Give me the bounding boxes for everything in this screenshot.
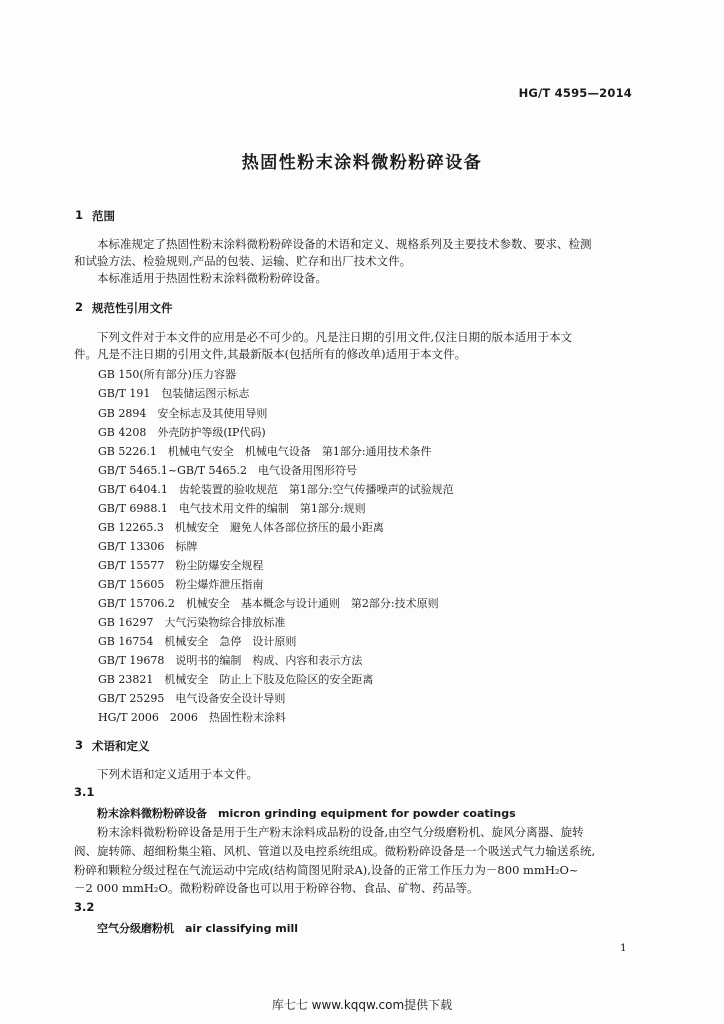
section-1-heading <box>0 208 724 224</box>
section-number: 1 <box>75 208 84 222</box>
definition-line: 粉末涂料微粉粉碎设备是用于生产粉末涂料成品粉的设备,由空气分级磨粉机、旋风分离器、旋转 <box>97 825 584 839</box>
paragraph-line: 件。凡是不注日期的引用文件,其最新版本(包括所有的修改单)适用于本文件。 <box>74 347 467 361</box>
reference-item: GB 5226.1 机械电气安全 机械电气设备 第1部分:通用技术条件 <box>98 445 432 458</box>
definition-line: 阀、旋转筛、超细粉集尘箱、风机、管道以及电控系统组成。微粉粉碎设备是一个吸送式气力输送系统, <box>74 844 596 858</box>
reference-item: GB/T 19678 说明书的编制 构成、内容和表示方法 <box>98 654 363 667</box>
term-name: 空气分级磨粉机 air classifying mill <box>97 922 299 935</box>
term-number: 3.1 <box>74 785 95 799</box>
section-title: 范围 <box>92 209 115 223</box>
section-number: 2 <box>75 300 84 314</box>
reference-item: GB 4208 外壳防护等级(IP代码) <box>98 426 266 439</box>
paragraph-line: 和试验方法、检验规则,产品的包装、运输、贮存和出厂技术文件。 <box>74 254 412 268</box>
reference-item: GB 12265.3 机械安全 避免人体各部位挤压的最小距离 <box>98 521 384 534</box>
paragraph-line: 下列术语和定义适用于本文件。 <box>97 767 258 781</box>
reference-item: GB/T 6988.1 电气技术用文件的编制 第1部分:规则 <box>98 502 366 515</box>
document-title: 热固性粉末涂料微粉粉碎设备 <box>241 153 483 173</box>
download-footer: 库七七 www.kqqw.com提供下载 <box>271 998 453 1012</box>
definition-line: 粉碎和颗粒分级过程在气流运动中完成(结构简图见附录A),设备的正常工作压力为－800 mmH₂O~ <box>74 863 579 877</box>
reference-item: GB/T 15605 粉尘爆炸泄压指南 <box>98 578 264 591</box>
reference-item: GB/T 13306 标牌 <box>98 540 198 553</box>
paragraph-line: 本标准规定了热固性粉末涂料微粉粉碎设备的术语和定义、规格系列及主要技术参数、要求、检测 <box>97 237 592 251</box>
reference-item: GB 23821 机械安全 防止上下肢及危险区的安全距离 <box>98 673 374 686</box>
reference-item: GB/T 5465.1~GB/T 5465.2 电气设备用图形符号 <box>98 464 358 477</box>
reference-item: GB/T 191 包装储运图示标志 <box>98 387 250 400</box>
reference-item: GB/T 6404.1 齿轮装置的验收规范 第1部分:空气传播噪声的试验规范 <box>98 483 454 496</box>
reference-item: GB 16297 大气污染物综合排放标准 <box>98 616 286 629</box>
section-2-heading <box>0 300 724 316</box>
reference-item: GB/T 15706.2 机械安全 基本概念与设计通则 第2部分:技术原则 <box>98 597 439 610</box>
paragraph-line: 本标准适用于热固性粉末涂料微粉粉碎设备。 <box>97 271 327 285</box>
section-3-heading <box>0 738 724 754</box>
term-number: 3.2 <box>74 900 95 914</box>
term-name: 粉末涂料微粉粉碎设备 micron grinding equipment for powder coatings <box>97 807 516 820</box>
standard-code: HG/T 4595—2014 <box>518 86 632 100</box>
section-title: 术语和定义 <box>92 739 150 753</box>
reference-item: GB 150(所有部分)压力容器 <box>98 368 236 381</box>
definition-line: －2 000 mmH₂O。微粉粉碎设备也可以用于粉碎谷物、食品、矿物、药品等。 <box>74 881 479 895</box>
section-number: 3 <box>75 738 84 752</box>
paragraph-line: 下列文件对于本文件的应用是必不可少的。凡是注日期的引用文件,仅注日期的版本适用于本文 <box>97 330 573 344</box>
page-number: 1 <box>620 942 627 954</box>
reference-item: GB/T 15577 粉尘防爆安全规程 <box>98 559 264 572</box>
reference-item: GB 16754 机械安全 急停 设计原则 <box>98 635 297 648</box>
reference-item: GB/T 25295 电气设备安全设计导则 <box>98 692 286 705</box>
reference-item: GB 2894 安全标志及其使用导则 <box>98 407 268 420</box>
reference-item: HG/T 2006 2006 热固性粉末涂料 <box>98 711 286 724</box>
section-title: 规范性引用文件 <box>92 301 173 315</box>
